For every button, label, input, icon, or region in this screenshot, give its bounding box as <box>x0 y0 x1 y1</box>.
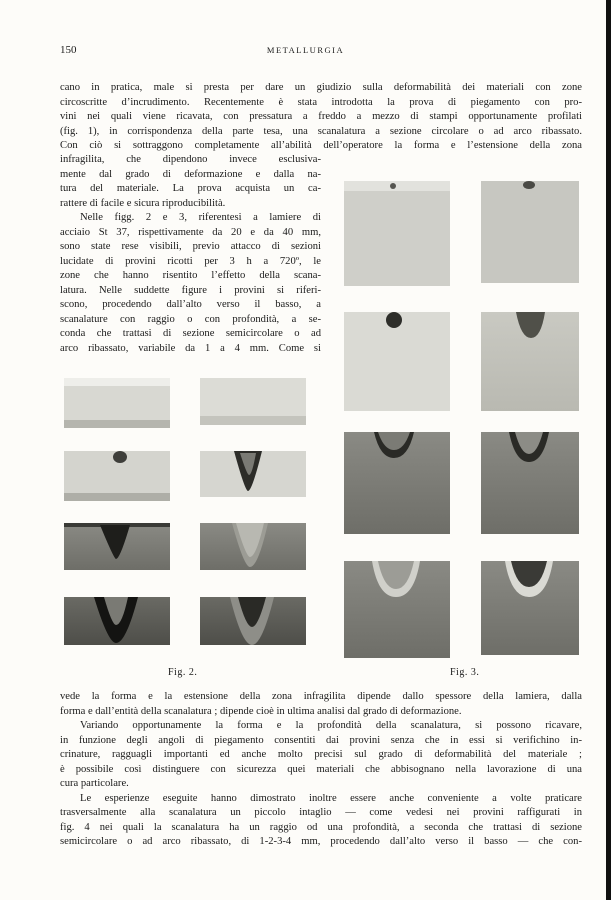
running-head: METALLURGIA <box>266 45 345 55</box>
text-line: rattere di facile e sicura riproducibilità. <box>60 197 226 209</box>
text-line: scono, procedendo dall’alto verso il basso, a <box>60 299 321 310</box>
figure-3-caption: Fig. 3. <box>450 667 480 678</box>
specimen-photo-fig2-a3 <box>64 523 170 570</box>
specimen-photo-fig2-b2 <box>200 451 306 497</box>
specimen-photo-fig3-b4 <box>481 561 579 655</box>
text-line: zone che hanno risentito l’effetto della scana- <box>60 270 321 281</box>
paragraph-left-column <box>60 153 321 356</box>
text-line: Le esperienze eseguite hanno dimostrato inoltre essere anche conveniente a volte praticare <box>80 792 582 804</box>
text-line: crinature, ragguagli importanti ed anche molto precisi sul grado di deformabilità del materiale ; <box>60 749 582 760</box>
text-line: arco ribassato, variabile da 1 a 4 mm. Come si <box>60 342 321 354</box>
text-line: fig. 4 nei quali la scanalatura ha un raggio od una profondità, a seconda che trattasi di sezione <box>60 821 582 833</box>
text-line: vini nei quali viene ricavata, con pressatura a freddo a mezzo di stampi opportunamente profilati <box>60 111 582 122</box>
text-line: è possibile così distinguere con sicurezza quei materiali che abbisognano nella lavorazione di una <box>60 763 582 775</box>
paragraph-bottom <box>60 690 582 850</box>
text-line: mente dal grado di deformazione e dalla na- <box>60 168 321 180</box>
text-line: trasversalmente alla scanalatura un piccolo intaglio — come vedesi nei provini raffigurati in <box>60 807 582 818</box>
specimen-photo-fig3-a3 <box>344 432 450 534</box>
text-line: Nelle figg. 2 e 3, riferentesi a lamiere di <box>80 212 321 223</box>
specimen-photo-fig2-b3 <box>200 523 306 570</box>
text-line: infragilita, che dipendono invece esclusiva- <box>60 154 321 165</box>
figure-2-caption: Fig. 2. <box>168 667 198 678</box>
specimen-photo-fig3-a1 <box>344 181 450 286</box>
text-line: tura del materiale. La prova acquista un ca- <box>60 183 321 194</box>
text-line: scanalature con raggio o con profondità, a se- <box>60 313 321 325</box>
text-line: circoscritte d’incrudimento. Recentemente è stata introdotta la prova di piegamento con pro- <box>60 96 582 108</box>
text-line: conda che trattasi di sezione semicircolare o ad <box>60 328 321 339</box>
specimen-photo-fig3-a2 <box>344 312 450 411</box>
text-line: vede la forma e la estensione della zona infragilita dipende dallo spessore della lamiera, dalla <box>60 691 582 702</box>
specimen-photo-fig3-b1 <box>481 181 579 283</box>
text-line: cano in pratica, male si presta per dare un giudizio sulla deformabilità dei materiali con zone <box>60 82 582 93</box>
text-line: cura particolare. <box>60 778 129 789</box>
text-line: lucidate di provini ricotti per 3 h a 720º, le <box>60 255 321 267</box>
paragraph-top <box>60 81 582 154</box>
specimen-photo-fig3-b2 <box>481 312 579 411</box>
page-number: 150 <box>60 44 77 56</box>
text-line: Con ciò si sottraggono completamente all’abilità dell’operatore la forma e l’estensione della zona <box>60 140 582 151</box>
specimen-photo-fig2-a1 <box>64 378 170 428</box>
text-line: in funzione degli angoli di piegamento consentiti dai provini senza che in essi si verifichino in- <box>60 734 582 746</box>
specimen-photo-fig2-a4 <box>64 597 170 645</box>
specimen-photo-fig3-b3 <box>481 432 579 534</box>
text-line: forma e dall’entità della scanalatura ; dipende cioè in ultima analisi dal grado di deformazione. <box>60 705 462 717</box>
text-line: (fig. 1), in corrispondenza della parte tesa, una scanalatura a sezione circolare o ad arco ribassato. <box>60 125 582 137</box>
text-line: semicircolare o ad arco ribassato, di 1-2-3-4 mm, procedendo dall’alto verso il basso — che con- <box>60 836 582 847</box>
specimen-photo-fig2-b4 <box>200 597 306 645</box>
specimen-photo-fig2-a2 <box>64 451 170 501</box>
text-line: acciaio St 37, rispettivamente da 20 e da 40 mm, <box>60 226 321 238</box>
text-line: Variando opportunamente la forma e la profondità della scanalatura, si possono ricavare, <box>80 720 582 731</box>
specimen-photo-fig2-b1 <box>200 378 306 425</box>
text-line: sono state rese visibili, previo attacco di sezioni <box>60 241 321 252</box>
specimen-photo-fig3-a4 <box>344 561 450 658</box>
text-line: latura. Nelle suddette figure i provini si riferi- <box>60 284 321 296</box>
page-edge <box>606 0 611 900</box>
